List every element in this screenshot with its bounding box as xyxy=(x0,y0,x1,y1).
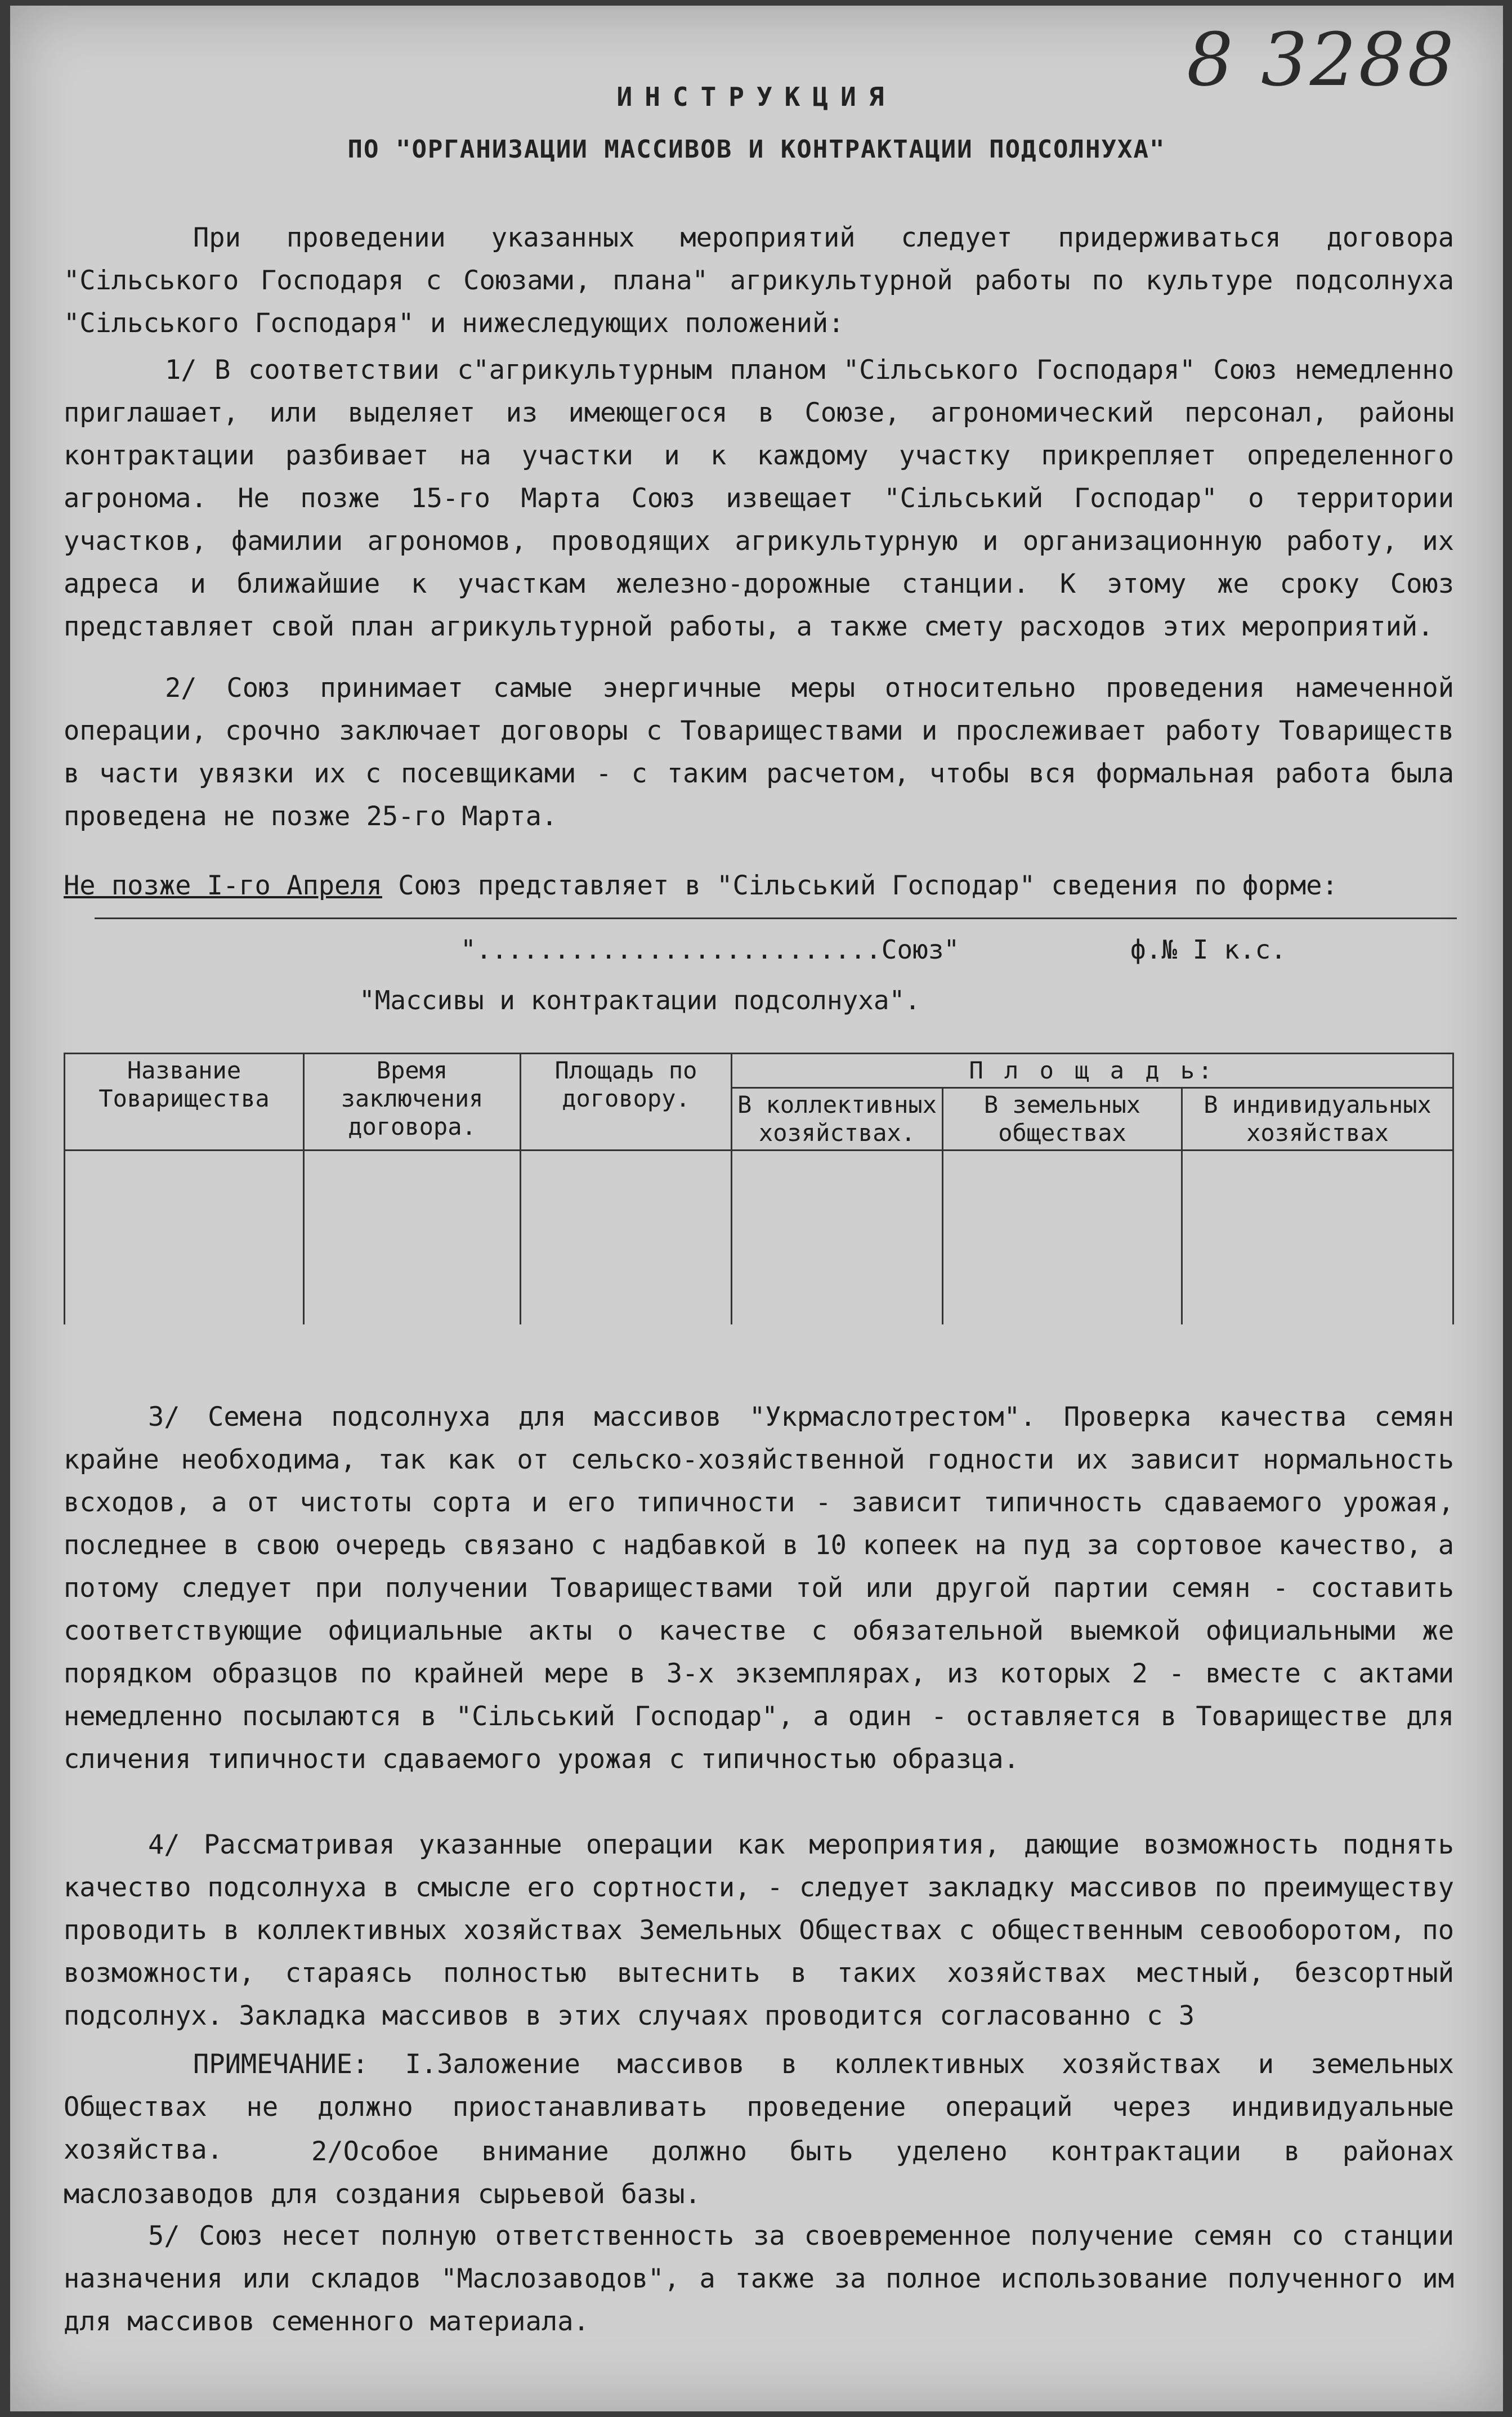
intro-paragraph: При проведении указанных мероприятий следует придерживаться договора "Сільського Господаря с Союзами, плана" агрикультурной работы по культуре подсолнуха "Сільського Господаря" и нижеследующих положений: xyxy=(64,222,1454,339)
col-header-area-contract: Площадь по договору. xyxy=(521,1054,732,1151)
col-header-collective: В коллективных хозяйствах. xyxy=(732,1088,943,1151)
table-row xyxy=(65,1151,1453,1325)
table-cell xyxy=(65,1151,304,1325)
table-cell xyxy=(732,1151,943,1325)
table-cell xyxy=(521,1151,732,1325)
col-header-area: П л о щ а д ь: xyxy=(732,1054,1453,1088)
reporting-form-table xyxy=(64,1053,1454,1324)
col-header-time: Время заключения договора. xyxy=(304,1054,521,1151)
col-header-land-societies: В земельных обществах xyxy=(943,1088,1182,1151)
note-1-text: I.Заложение массивов в коллективных хозяйствах и земельных Обществах не должно приостанавливать проведение операций через индивидуальные хозяйства. xyxy=(64,2049,1455,2165)
deadline-rest: Союз представляет в "Сільський Господар" сведения по форме: xyxy=(382,870,1338,901)
document-title: ИНСТРУКЦИЯ xyxy=(616,82,897,112)
table-cell xyxy=(1182,1151,1453,1325)
form-separator-line xyxy=(95,917,1457,919)
col-header-individual: В индивидуальных хозяйствах xyxy=(1182,1088,1453,1151)
note-2: 2/Особое внимание должно быть уделено контрактации в районах маслозаводов для создания сырьевой базы. xyxy=(64,2136,1454,2210)
paragraph-1: 1/ В соответствии с"агрикультурным планом "Сільського Господаря" Союз немедленно приглашает, или выделяет из имеющегося в Союзе, агрономический персонал, районы контрактации разбивает на участки и к каждому участку прикрепляет определенного агронома. Не позже 15-го Марта Союз извещает "Сільський Господар" о территории участков, фамилии агрономов, проводящих агрикультурную и организационную работу, их адреса и ближайшие к участкам железно-дорожные станции. К этому же сроку Союз представляет свой план агрикультурной работы, а также смету расходов этих мероприятий. xyxy=(64,355,1454,642)
paragraph-2: 2/ Союз принимает самые энергичные меры относительно проведения намеченной операции, срочно заключает договоры с Товариществами и прослеживает работу Товариществ в части увязки их с посевщиками - с таким расчетом, чтобы вся формальная работа была проведена не позже 25-го Марта. xyxy=(64,673,1454,832)
note-label: ПРИМЕЧАНИЕ: xyxy=(193,2049,369,2080)
paragraph-3: 3/ Семена подсолнуха для массивов "Укрмаслотрестом". Проверка качества семян крайне необходима, так как от сельско-хозяйственной годности их зависит нормальность всходов, а от чистоты сорта и его типичности - зависит типичность сдаваемого урожая, последнее в свою очередь связано с надбавкой в 10 копеек на пуд за сортовое качество, а потому следует при получении Товариществами той или другой партии семян - составить соответствующие официальные акты о качестве с обязательной выемкой официальными же порядком образцов по крайней мере в 3-х экземплярах, из которых 2 - вместе с актами немедленно посылаются в "Сільський Господар", а один - оставляется в Товариществе для сличения типичности сдаваемого урожая с типичностью образца. xyxy=(64,1402,1454,1775)
form-title: "Массивы и контрактации подсолнуха". xyxy=(359,985,920,1015)
document-subtitle: ПО "ОРГАНИЗАЦИИ МАССИВОВ И КОНТРАКТАЦИИ ПОДСОЛНУХА" xyxy=(347,135,1166,164)
form-union-line: "..........................Союз" xyxy=(460,934,960,965)
table-cell xyxy=(304,1151,521,1325)
paragraph-4: 4/ Рассматривая указанные операции как мероприятия, дающие возможность поднять качество подсолнуха в смысле его сортности, - следует закладку массивов по преимуществу проводить в коллективных хозяйствах Земельных Обществах с общественным севооборотом, по возможности, стараясь полностью вытеснить в таких хозяйствах местный, безсортный подсолнух. Закладка массивов в этих случаях проводится согласованно с З xyxy=(64,1829,1454,2031)
archive-number: 8 3288 xyxy=(1187,17,1456,102)
deadline-phrase: Не позже I-го Апреля xyxy=(64,870,382,901)
deadline-paragraph xyxy=(64,822,1454,907)
document-page xyxy=(10,6,1503,2411)
paragraph-5: 5/ Союз несет полную ответственность за своевременное получение семян со станции назначения или складов "Маслозаводов", а также за полное использование полученного им для массивов семенного материала. xyxy=(64,2221,1454,2337)
form-code: ф.№ I к.с. xyxy=(1130,934,1286,965)
col-header-name: Название Товарищества xyxy=(65,1054,304,1151)
table-cell xyxy=(943,1151,1182,1325)
